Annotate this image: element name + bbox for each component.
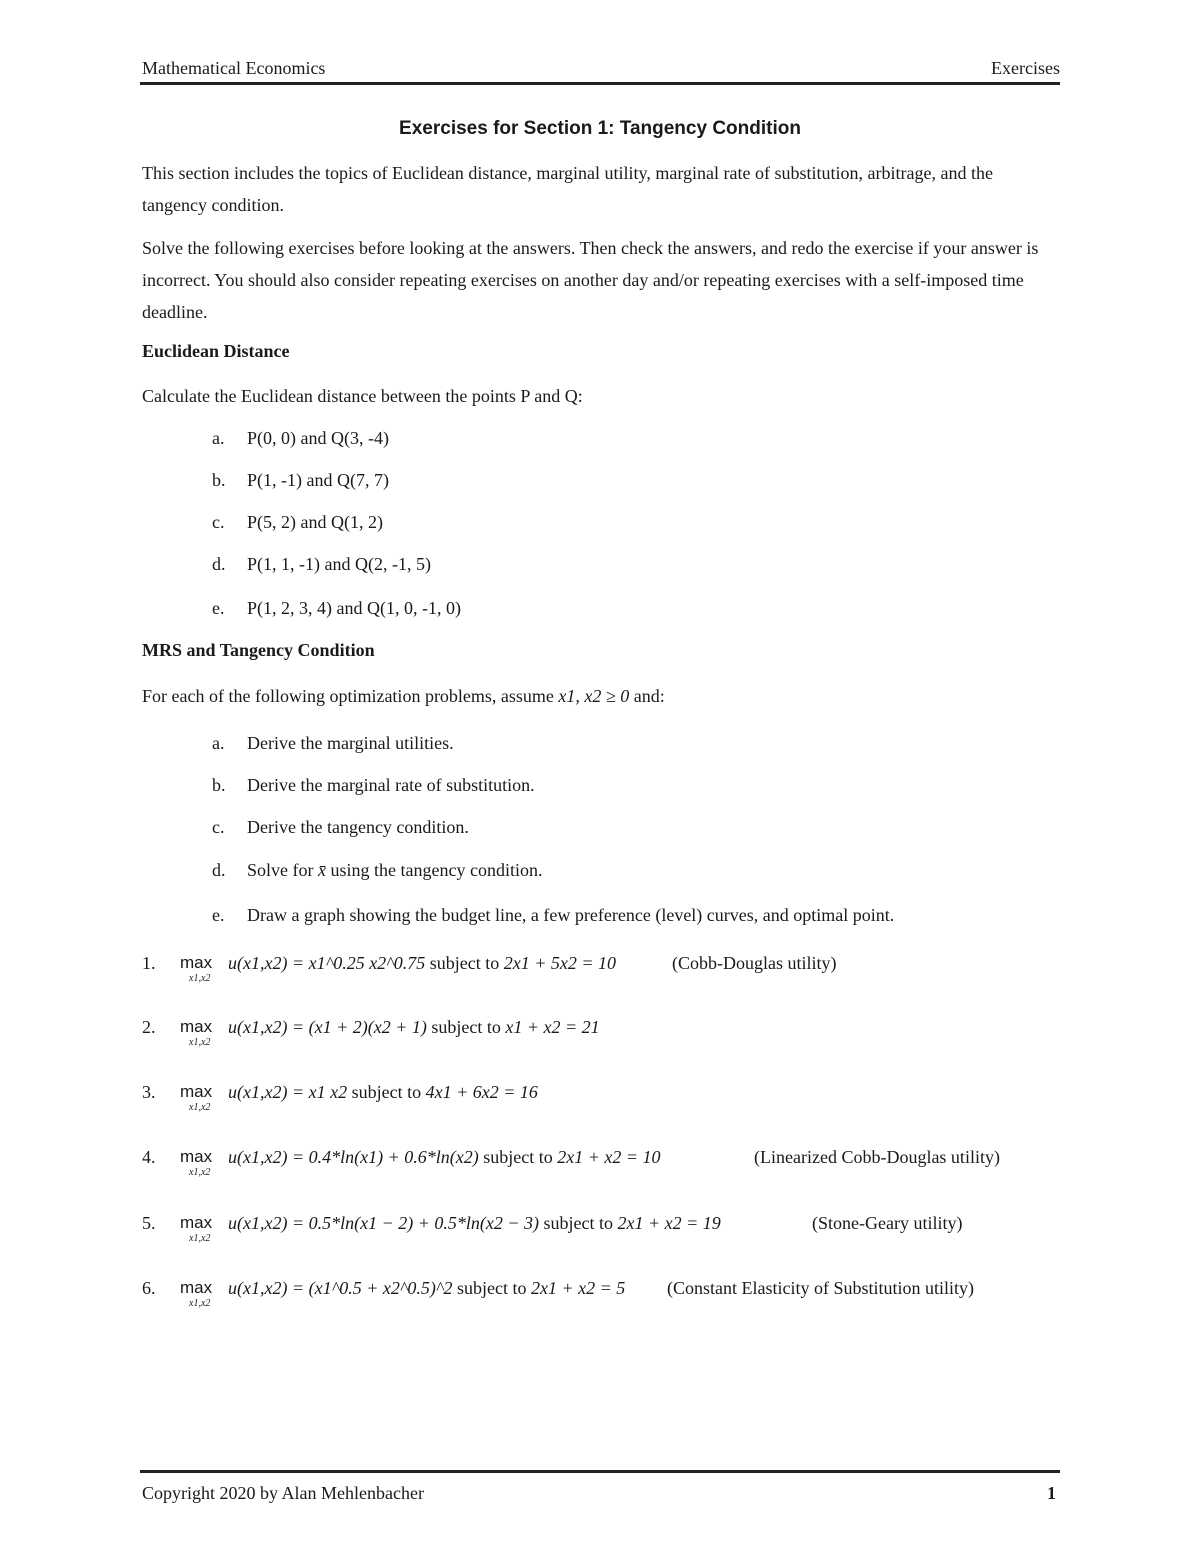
page-number: 1 — [1047, 1483, 1056, 1503]
instructions-paragraph: Solve the following exercises before looking at the answers. Then check the answers, and redo the exercise if your answer is incorrect. You should also consider repeating exercises on another day and/or repeating exercises with a self-imposed time deadline. — [142, 238, 1039, 322]
copyright-notice: Copyright 2020 by Alan Mehlenbacher — [142, 1483, 424, 1503]
euclid-item-d: d. P(1, 1, -1) and Q(2, -1, 5) — [212, 554, 431, 574]
mrs-item-b: b. Derive the marginal rate of substitution. — [212, 775, 535, 795]
euclid-item-e: e. P(1, 2, 3, 4) and Q(1, 0, -1, 0) — [212, 598, 461, 618]
mrs-heading: MRS and Tangency Condition — [142, 640, 375, 660]
euclidean-heading: Euclidean Distance — [142, 341, 290, 361]
mrs-item-d: d. Solve for x̄ using the tangency condition. — [212, 860, 543, 880]
problem-5: 5. max x1,x2 u(x1,x2) = 0.5*ln(x1 − 2) + 0.5*ln(x2 − 3) subject to 2x1 + x2 = 19 (Stone-Geary utility) — [142, 1213, 963, 1244]
page-title: Exercises for Section 1: Tangency Condition — [399, 118, 801, 139]
euclid-item-b: b. P(1, -1) and Q(7, 7) — [212, 470, 389, 490]
nonnegativity-condition: x1, x2 ≥ 0 — [558, 686, 630, 706]
problem-6: 6. max x1,x2 u(x1,x2) = (x1^0.5 + x2^0.5)^2 subject to 2x1 + x2 = 5 (Constant Elasticity of Substitution utility) — [142, 1278, 974, 1309]
problem-4: 4. max x1,x2 u(x1,x2) = 0.4*ln(x1) + 0.6*ln(x2) subject to 2x1 + x2 = 10 (Linearized Cobb-Douglas utility) — [142, 1147, 1000, 1178]
euclidean-prompt: Calculate the Euclidean distance between the points P and Q: — [142, 386, 583, 406]
euclid-item-a: a. P(0, 0) and Q(3, -4) — [212, 428, 389, 448]
x-bar-symbol: x̄ — [318, 860, 326, 880]
intro-paragraph: This section includes the topics of Euclidean distance, marginal utility, marginal rate of substitution, arbitrage, and the tangency condition. — [142, 163, 993, 215]
problem-1: 1. max x1,x2 u(x1,x2) = x1^0.25 x2^0.75 subject to 2x1 + 5x2 = 10 (Cobb-Douglas utility) — [142, 953, 837, 984]
page-footer — [140, 1470, 1060, 1503]
header-section-label: Exercises — [991, 58, 1060, 78]
page-header — [140, 58, 1060, 85]
mrs-item-c: c. Derive the tangency condition. — [212, 817, 469, 837]
mrs-item-a: a. Derive the marginal utilities. — [212, 733, 454, 753]
euclid-item-c: c. P(5, 2) and Q(1, 2) — [212, 512, 383, 532]
problem-3: 3. max x1,x2 u(x1,x2) = x1 x2 subject to 4x1 + 6x2 = 16 — [142, 1082, 538, 1113]
header-course-title: Mathematical Economics — [142, 58, 326, 78]
mrs-prompt: For each of the following optimization problems, assume x1, x2 ≥ 0 and: — [142, 686, 665, 706]
problem-2: 2. max x1,x2 u(x1,x2) = (x1 + 2)(x2 + 1) subject to x1 + x2 = 21 — [142, 1017, 600, 1048]
mrs-item-e: e. Draw a graph showing the budget line, a few preference (level) curves, and optimal point. — [212, 905, 895, 925]
